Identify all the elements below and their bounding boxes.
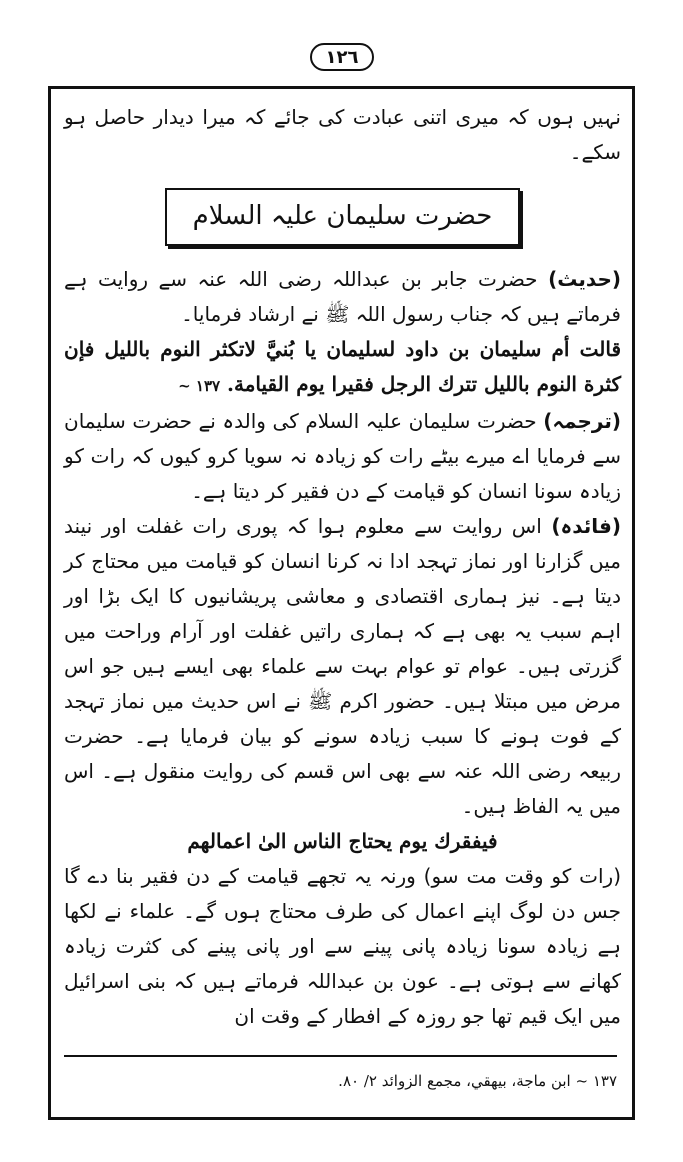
paragraph-intro: نہیں ہوں کہ میری اتنی عبادت کی جائے کہ میرا دیدار حاصل ہو سکے۔ <box>64 105 621 164</box>
hadith-text: حضرت جابر بن عبداللہ رضی اللہ عنہ سے روایت ہے فرماتے ہیں کہ جناب رسول اللہ ﷺ نے ارشاد فرمایا۔ <box>64 267 621 326</box>
footnote: ١٣٧ ~ ابن ماجة، بيهقي، مجمع الزوائد ٢/ ٨٠. <box>338 1072 617 1090</box>
arabic-hadith-text: قالت أم سليمان بن داود لسليمان يا بُنيَّ لاتكثر النوم بالليل فإن كثرة النوم بالليل تترك الرجل فقيرا يوم القيامة. <box>64 337 621 396</box>
translation-label: (ترجمہ) <box>543 409 621 433</box>
paragraph-last: (رات کو وقت مت سو) ورنہ یہ تجھے قیامت کے دن فقیر بنا دے گا جس دن لوگ اپنے اعمال کی طرف محتاج ہوں گے۔ علماء نے لکھا ہے زیادہ سونا زیادہ پانی پینے سے اور پانی پینے کی کثرت زیادہ کھانے سے ہوتی ہے۔ عون بن عبداللہ فرماتے ہیں کہ بنی اسرائیل میں ایک قیم تھا جو روزہ کے افطار کے وقت ان <box>64 864 621 1028</box>
paragraph-translation <box>64 404 621 509</box>
paragraph-hadith <box>64 262 621 332</box>
hadith-label: (حدیث) <box>548 267 622 291</box>
benefit-label: (فائدہ) <box>551 514 621 538</box>
paragraph-benefit <box>64 509 621 824</box>
arabic-hadith-ref: ١٣٧ ~ <box>178 377 221 395</box>
page-number: ١٢٦ <box>310 43 374 71</box>
benefit-text: اس روایت سے معلوم ہوا کہ پوری رات غفلت اور نیند میں گزارنا اور نماز تہجد ادا نہ کرنا انسان کو قیامت میں محتاج کر دیتا ہے۔ نیز ہماری اقتصادی و معاشی پریشانیوں کا ایک بڑا اور اہم سبب یہ بھی ہے کہ ہماری راتیں غفلت اور آرام وراحت میں گزرتی ہیں۔ عوام تو عوام بہت سے علماء بھی ایسے ہیں جو اس مرض میں مبتلا ہیں۔ حضور اکرم ﷺ نے اس حدیث میں نماز تہجد کے فوت ہونے کا سبب زیادہ سونے کو بیان فرمایا ہے۔ حضرت ربیعہ رضی اللہ عنہ سے بھی اس قسم کی روایت منقول ہے۔ اس میں یہ الفاظ ہیں۔ <box>64 514 621 818</box>
arabic-hadith <box>64 332 621 404</box>
translation-text: حضرت سلیمان علیہ السلام کی والدہ نے حضرت سلیمان سے فرمایا اے میرے بیٹے رات کو زیادہ نہ سویا کرو کیوں کہ رات کو زیادہ سونا انسان کو قیامت کے دن فقیر کر دیتا ہے۔ <box>64 409 621 503</box>
section-heading-wrap <box>64 188 621 246</box>
section-heading: حضرت سلیمان علیہ السلام <box>165 188 521 246</box>
footnote-divider <box>64 1055 617 1057</box>
arabic-quote: فيفقرك يوم يحتاج الناس الىٰ اعمالهم <box>187 829 498 853</box>
page-content <box>64 100 621 1034</box>
